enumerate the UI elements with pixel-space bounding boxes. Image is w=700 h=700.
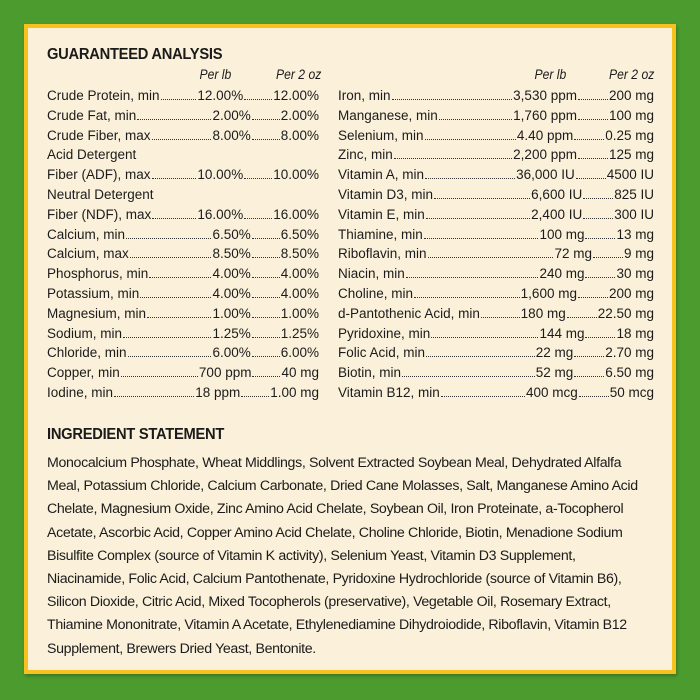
analysis-row	[47, 264, 319, 284]
analysis-row	[338, 86, 654, 106]
nutrient-label: Folic Acid, min	[338, 345, 426, 361]
analysis-row	[338, 304, 654, 324]
analysis-row	[47, 205, 319, 225]
nutrient-label: Zinc, min	[338, 147, 393, 163]
dot-leader	[567, 305, 597, 318]
dot-leader	[585, 325, 615, 338]
nutrient-label: Copper, min	[47, 365, 120, 381]
dot-leader	[126, 226, 211, 239]
dot-leader	[152, 206, 196, 219]
dot-leader	[128, 344, 212, 357]
dot-leader	[149, 265, 211, 278]
value-per-lb: 2,400 IU	[531, 206, 583, 222]
value-per-lb: 4.40 ppm	[516, 127, 574, 143]
dot-leader	[578, 87, 608, 100]
value-per-lb: 1.00%	[212, 305, 251, 321]
analysis-row	[338, 126, 654, 146]
value-per-2oz: 13 mg	[616, 226, 654, 242]
dot-leader	[583, 186, 613, 199]
value-per-lb: 8.50%	[212, 246, 251, 262]
nutrient-label: Riboflavin, min	[338, 246, 427, 262]
dot-leader	[252, 325, 280, 338]
nutrient-label: Iodine, min	[47, 384, 114, 400]
dot-leader	[428, 245, 554, 258]
nutrient-label: Crude Fat, min	[47, 107, 137, 123]
dot-leader	[252, 107, 280, 120]
analysis-row	[47, 185, 319, 205]
dot-leader	[406, 265, 539, 278]
nutrient-label: Calcium, max	[47, 246, 129, 262]
value-per-lb: 400 mcg	[525, 384, 578, 400]
value-per-lb: 3,530 ppm	[513, 88, 577, 103]
value-per-2oz: 1.00%	[280, 305, 319, 321]
analysis-row	[338, 165, 654, 185]
analysis-row	[47, 343, 319, 363]
value-per-lb: 36,000 IU	[516, 167, 575, 183]
dot-leader	[578, 146, 608, 159]
ingredient-line: Niacinamide, Folic Acid, Calcium Pantothenate, Pyridoxine Hydrochloride (source of Vitamin B6),	[47, 571, 622, 588]
dot-leader	[252, 344, 280, 357]
value-per-lb: 6.00%	[212, 345, 251, 361]
right-col-header-per-2oz: Per 2 oz	[608, 67, 654, 82]
dot-leader	[593, 245, 623, 258]
value-per-2oz: 2.70 mg	[605, 345, 654, 361]
value-per-2oz: 0.25 mg	[605, 127, 654, 143]
dot-leader	[424, 226, 539, 239]
nutrient-label: Vitamin E, min	[338, 206, 425, 222]
value-per-lb: 6.50%	[212, 226, 251, 242]
value-per-2oz: 300 IU	[614, 206, 654, 222]
value-per-2oz: 40 mg	[281, 365, 319, 381]
dot-leader	[137, 107, 211, 120]
value-per-lb: 700 ppm	[198, 365, 252, 381]
analysis-row	[47, 126, 319, 146]
analysis-row	[47, 145, 319, 165]
nutrient-label: Acid Detergent	[47, 147, 137, 163]
nutrient-label: Vitamin B12, min	[338, 384, 440, 400]
dot-leader	[574, 364, 604, 377]
dot-leader	[161, 87, 197, 100]
dot-leader	[441, 384, 525, 397]
dot-leader	[392, 87, 513, 100]
value-per-lb: 1,760 ppm	[513, 107, 577, 123]
analysis-row	[47, 284, 319, 304]
dot-leader	[426, 206, 530, 219]
nutrient-label: Niacin, min	[338, 266, 405, 282]
ingredient-line: Supplement, Brewers Dried Yeast, Bentonite.	[47, 640, 316, 657]
analysis-row	[338, 383, 654, 403]
ingredient-statement-text	[47, 452, 653, 661]
ingredient-line: Chelate, Magnesium Oxide, Zinc Amino Acid Chelate, Soybean Oil, Iron Proteinate, a-Tocopherol	[47, 501, 624, 518]
dot-leader	[147, 305, 211, 318]
guaranteed-analysis-title: GUARANTEED ANALYSIS	[47, 46, 223, 63]
value-per-lb: 6,600 IU	[531, 186, 583, 202]
dot-leader	[574, 127, 604, 140]
value-per-2oz: 12.00%	[273, 88, 319, 103]
value-per-lb: 144 mg	[539, 325, 585, 341]
analysis-row	[338, 106, 654, 126]
analysis-row	[47, 304, 319, 324]
analysis-row	[47, 225, 319, 245]
dot-leader	[578, 285, 608, 298]
ingredient-line: Thiamine Mononitrate, Vitamin A Acetate, Ethylenediamine Dihydroiodide, Riboflavin, Vitamin B12	[47, 617, 627, 634]
dot-leader	[244, 166, 272, 179]
nutrient-label: Iron, min	[338, 88, 391, 103]
value-per-lb: 10.00%	[197, 167, 244, 183]
dot-leader	[585, 265, 615, 278]
nutrient-label: Pyridoxine, min	[338, 325, 431, 341]
analysis-row	[338, 324, 654, 344]
nutrient-label: Chloride, min	[47, 345, 127, 361]
dot-leader	[585, 226, 615, 239]
analysis-row	[338, 225, 654, 245]
dot-leader	[152, 166, 197, 179]
analysis-row	[47, 383, 319, 403]
analysis-row	[338, 343, 654, 363]
nutrient-label: Fiber (NDF), max	[47, 206, 152, 222]
analysis-row	[338, 145, 654, 165]
nutrient-label: Neutral Detergent	[47, 186, 154, 202]
dot-leader	[123, 325, 211, 338]
analysis-row	[47, 86, 319, 106]
dot-leader	[425, 166, 515, 179]
value-per-2oz: 6.50 mg	[605, 365, 654, 381]
dot-leader	[576, 166, 606, 179]
dot-leader	[414, 285, 520, 298]
dot-leader	[402, 364, 535, 377]
value-per-lb: 22 mg	[535, 345, 574, 361]
ingredient-line: Acetate, Ascorbic Acid, Copper Amino Acid Chelate, Choline Chloride, Biotin, Menadione Sodium	[47, 524, 623, 541]
value-per-2oz: 10.00%	[273, 167, 319, 183]
ingredient-line: Monocalcium Phosphate, Wheat Middlings, Solvent Extracted Soybean Meal, Dehydrated Alfalfa	[47, 455, 622, 471]
analysis-right-column	[338, 86, 654, 403]
value-per-lb: 72 mg	[554, 246, 592, 262]
value-per-2oz: 2.00%	[280, 107, 319, 123]
ingredient-line: Bisulfite Complex (source of Vitamin K activity), Selenium Yeast, Vitamin D3 Supplement,	[47, 547, 576, 564]
ingredient-line: Meal, Potassium Chloride, Calcium Carbonate, Dried Cane Molasses, Salt, Manganese Amino Acid	[47, 478, 638, 495]
ingredient-statement-title: INGREDIENT STATEMENT	[47, 426, 225, 443]
dot-leader	[252, 285, 280, 298]
dot-leader	[425, 127, 516, 140]
analysis-left-column	[47, 86, 319, 403]
value-per-2oz: 22.50 mg	[597, 305, 654, 321]
value-per-2oz: 100 mg	[608, 107, 654, 123]
dot-leader	[244, 206, 272, 219]
value-per-2oz: 4.00%	[280, 285, 319, 301]
value-per-2oz: 16.00%	[273, 206, 319, 222]
dot-leader	[579, 384, 609, 397]
nutrient-label: Magnesium, min	[47, 305, 147, 321]
analysis-row	[338, 244, 654, 264]
value-per-lb: 12.00%	[197, 88, 244, 103]
dot-leader	[252, 226, 280, 239]
right-col-header-per-lb: Per lb	[534, 67, 566, 82]
nutrient-label: Biotin, min	[338, 365, 402, 381]
nutrient-label: d-Pantothenic Acid, min	[338, 305, 480, 321]
value-per-2oz: 6.00%	[280, 345, 319, 361]
dot-leader	[241, 384, 269, 397]
dot-leader	[121, 364, 198, 377]
analysis-row	[338, 185, 654, 205]
analysis-row	[338, 284, 654, 304]
dot-leader	[439, 107, 512, 120]
value-per-2oz: 8.50%	[280, 246, 319, 262]
dot-leader	[252, 245, 280, 258]
value-per-2oz: 125 mg	[608, 147, 654, 163]
value-per-lb: 1.25%	[212, 325, 251, 341]
dot-leader	[583, 206, 613, 219]
analysis-row	[47, 106, 319, 126]
value-per-2oz: 50 mcg	[609, 384, 654, 400]
value-per-2oz: 9 mg	[623, 246, 654, 262]
nutrient-label: Selenium, min	[338, 127, 424, 143]
ingredient-line: Silicon Dioxide, Citric Acid, Mixed Tocopherols (preservative), Vegetable Oil, Rosemary Extract,	[47, 594, 611, 611]
value-per-2oz: 6.50%	[280, 226, 319, 242]
nutrition-label-panel	[24, 24, 676, 674]
analysis-row	[338, 363, 654, 383]
value-per-2oz: 8.00%	[280, 127, 319, 143]
value-per-2oz: 825 IU	[614, 186, 654, 202]
dot-leader	[252, 364, 280, 377]
left-col-header-per-2oz: Per 2 oz	[275, 67, 321, 82]
dot-leader	[114, 384, 194, 397]
dot-leader	[252, 265, 280, 278]
value-per-lb: 180 mg	[520, 305, 566, 321]
value-per-lb: 8.00%	[212, 127, 251, 143]
value-per-lb: 18 ppm	[195, 384, 241, 400]
dot-leader	[252, 127, 280, 140]
dot-leader	[252, 305, 280, 318]
value-per-2oz: 1.00 mg	[270, 384, 319, 400]
nutrient-label: Crude Fiber, max	[47, 127, 151, 143]
dot-leader	[481, 305, 520, 318]
value-per-lb: 2,200 ppm	[513, 147, 577, 163]
value-per-2oz: 18 mg	[616, 325, 654, 341]
dot-leader	[434, 186, 530, 199]
nutrient-label: Calcium, min	[47, 226, 126, 242]
value-per-lb: 4.00%	[212, 266, 251, 282]
analysis-row	[47, 324, 319, 344]
analysis-row	[47, 244, 319, 264]
value-per-2oz: 1.25%	[280, 325, 319, 341]
dot-leader	[130, 245, 212, 258]
nutrient-label: Thiamine, min	[338, 226, 423, 242]
dot-leader	[152, 127, 212, 140]
dot-leader	[140, 285, 211, 298]
value-per-2oz: 200 mg	[608, 88, 654, 103]
analysis-row	[47, 165, 319, 185]
value-per-2oz: 200 mg	[608, 285, 654, 301]
nutrient-label: Phosphorus, min	[47, 266, 149, 282]
value-per-2oz: 4.00%	[280, 266, 319, 282]
nutrient-label: Sodium, min	[47, 325, 123, 341]
dot-leader	[426, 344, 535, 357]
nutrient-label: Fiber (ADF), max	[47, 167, 151, 183]
value-per-lb: 100 mg	[539, 226, 585, 242]
value-per-lb: 52 mg	[535, 365, 574, 381]
analysis-row	[338, 264, 654, 284]
dot-leader	[578, 107, 608, 120]
dot-leader	[574, 344, 604, 357]
value-per-2oz: 30 mg	[616, 266, 654, 282]
nutrient-label: Crude Protein, min	[47, 88, 160, 103]
nutrient-label: Potassium, min	[47, 285, 140, 301]
nutrient-label: Vitamin A, min	[338, 167, 425, 183]
dot-leader	[431, 325, 538, 338]
value-per-lb: 4.00%	[212, 285, 251, 301]
left-col-header-per-lb: Per lb	[199, 67, 231, 82]
nutrient-label: Vitamin D3, min	[338, 186, 434, 202]
nutrient-label: Manganese, min	[338, 107, 438, 123]
value-per-lb: 240 mg	[539, 266, 585, 282]
value-per-lb: 1,600 mg	[520, 285, 577, 301]
analysis-row	[338, 205, 654, 225]
nutrient-label: Choline, min	[338, 285, 414, 301]
dot-leader	[394, 146, 512, 159]
value-per-2oz: 4500 IU	[606, 167, 654, 183]
dot-leader	[244, 87, 272, 100]
value-per-lb: 2.00%	[212, 107, 251, 123]
analysis-row	[47, 363, 319, 383]
value-per-lb: 16.00%	[197, 206, 244, 222]
